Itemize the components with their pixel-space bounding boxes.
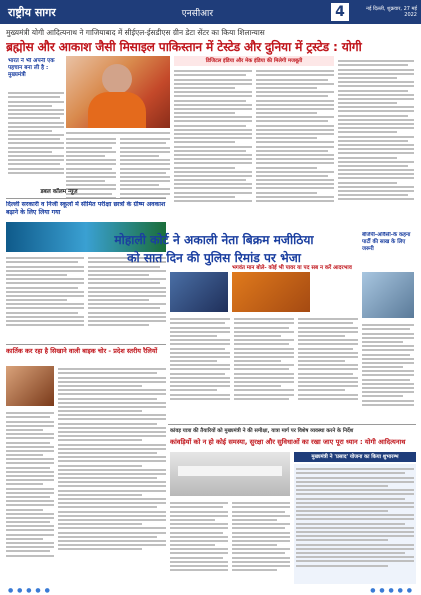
lead-photo (66, 56, 170, 128)
photo-caption-line (66, 132, 170, 134)
bottom-box-title: मुख्यमंत्री ने 'प्रसाद' योजना का किया शुभारम्भ (294, 452, 416, 462)
photo-figure-robe (88, 92, 146, 128)
left-story-headline: दिल्ली सरकारी व निजी स्कूलों में सीमित परीक्षा छात्रों के ग्रीष्म अवकाश बढ़ाने के लिए लिया गया (6, 201, 166, 216)
lead-text-col-5 (256, 68, 334, 228)
main-text-col-1 (170, 316, 230, 420)
registration-bar (0, 585, 421, 595)
page-number: 4 (331, 3, 349, 21)
left-story-two-headline: कार्तिक कर रहा है सिखाने वाली बाइक चोर - प्रदेश स्तरीय रैलियों (6, 347, 158, 355)
left-story-two-photo (6, 366, 54, 406)
bottom-photo (170, 452, 290, 496)
lead-headline: ब्रह्मोस और आकाश जैसी मिसाइल पाकिस्तान में टेस्टेड और दुनिया में ट्रस्टेड : योगी (6, 40, 362, 54)
lead-sidebar-title: डिजिटल इंडिया और मेक इंडिया की मिलेगी मजबूती (174, 56, 334, 66)
right-story-headline: बीजेपी-ओवैसी-के कहना पार्टी की साख के लिए जरूरी (362, 232, 411, 252)
left-byline: डबल कॉलम न्यूज़ (40, 189, 78, 195)
lead-kicker: मुख्यमंत्री योगी आदित्यनाथ ने गाजियाबाद में सीईएल-ईसडीएस ग्रीन डेटा सेंटर का किया शिलान्यास (6, 28, 265, 37)
masthead (0, 0, 421, 24)
photo-table (178, 466, 282, 476)
bottom-kicker: कांवड़ यात्रा की तैयारियों को मुख्यमंत्री ने की समीक्षा, यात्रा मार्ग पर विशेष व्यवस्था करने के निर्देश (170, 428, 354, 434)
main-photo-2 (232, 272, 310, 312)
bottom-headline: कांवड़ियों को न हो कोई समस्या, सुरक्षा और सुविधाओं का रखा जाए पूरा ध्यान : योगी आदित्यनाथ (170, 438, 406, 446)
bottom-text-col-2 (232, 500, 290, 584)
divider (6, 198, 166, 199)
divider (6, 344, 166, 345)
main-headline-line-1: मोहाली कोर्ट ने अकाली नेता बिक्रम मजीठिया (114, 233, 314, 247)
registration-marks-left: ● ● ● ● ● (8, 586, 51, 594)
lead-intro: भारत ने भी अपनी एक पहचान बना ली है : मुख्यमंत्री (8, 58, 55, 78)
main-photo-1 (170, 272, 228, 312)
section-label: एनसीआर (181, 8, 214, 19)
main-text-col-3 (298, 316, 358, 420)
left-story-text-2 (88, 255, 166, 341)
right-text-col-top (338, 58, 414, 228)
divider (168, 424, 416, 425)
left-story-text-1 (6, 255, 84, 341)
main-subhead: भगवंत मान बोले- कोई भी पावर या पद सब न करें आदरभाव (232, 265, 352, 271)
registration-marks-right: ● ● ● ● ● (370, 586, 413, 594)
right-photo (362, 272, 414, 318)
left-story-two-text-1 (58, 366, 166, 586)
main-text-col-2 (234, 316, 294, 420)
dateline: नई दिल्ली, शुक्रवार, 27 मई 2022 (366, 6, 417, 18)
newspaper-brand: राष्ट्रीय सागर (8, 5, 56, 19)
right-text-col (362, 322, 414, 422)
bottom-text-col-1 (170, 500, 228, 584)
main-headline-line-2: को सात दिन की पुलिस रिमांड पर भेजा (127, 251, 301, 265)
bottom-box-text (294, 464, 416, 584)
photo-figure-head (102, 64, 132, 94)
lead-text-col-4 (174, 68, 252, 228)
lead-text-col-1 (8, 90, 64, 185)
left-story-two-text-2 (6, 410, 54, 586)
